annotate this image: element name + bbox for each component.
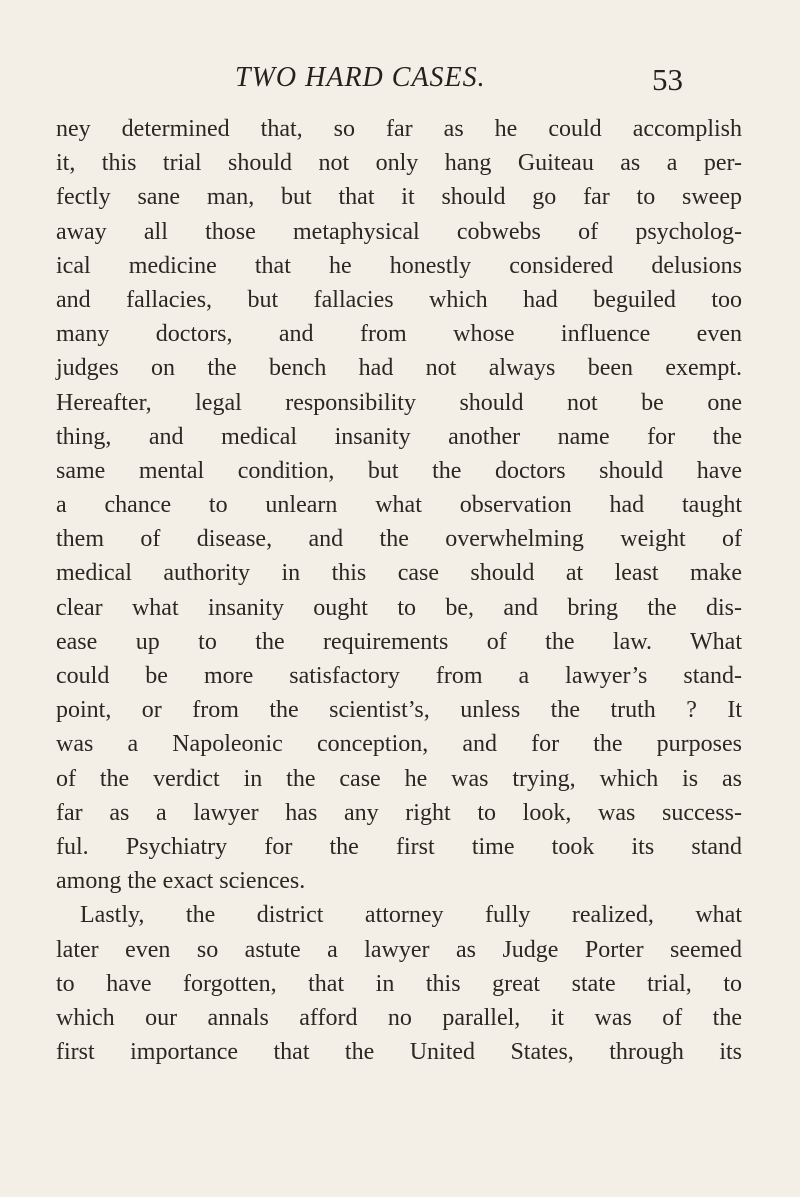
text-line: it, this trial should not only hang Guiteau as a per- [56, 150, 742, 177]
text-line: Lastly, the district attorney fully realized, what [80, 902, 742, 929]
text-line: them of disease, and the overwhelming weight of [56, 526, 742, 553]
text-line: later even so astute a lawyer as Judge Porter seemed [56, 936, 742, 963]
text-line: and fallacies, but fallacies which had beguiled too [56, 286, 742, 313]
text-line: a chance to unlearn what observation had taught [56, 492, 742, 519]
body-text [56, 112, 742, 1069]
running-title: TWO HARD CASES. [235, 62, 486, 93]
text-line: Hereafter, legal responsibility should not be one [56, 389, 742, 416]
text-line: ful. Psychiatry for the first time took its stand [56, 833, 742, 860]
text-line: judges on the bench had not always been exempt. [56, 355, 742, 382]
running-head [0, 62, 800, 102]
text-line: thing, and medical insanity another name for the [56, 423, 742, 450]
text-line: clear what insanity ought to be, and bring the dis- [56, 594, 742, 621]
text-line: was a Napoleonic conception, and for the purposes [56, 731, 742, 758]
text-line: ease up to the requirements of the law. What [56, 628, 742, 655]
page-number: 53 [652, 62, 683, 97]
text-line: away all those metaphysical cobwebs of psycholog- [56, 218, 742, 245]
text-line: many doctors, and from whose influence even [56, 321, 742, 348]
text-line: first importance that the United States, through its [56, 1039, 742, 1066]
text-line: of the verdict in the case he was trying, which is as [56, 765, 742, 792]
text-line: same mental condition, but the doctors should have [56, 457, 742, 484]
text-line: could be more satisfactory from a lawyer’s stand- [56, 663, 742, 689]
text-line: ical medicine that he honestly considered delusions [56, 252, 742, 279]
text-line: fectly sane man, but that it should go far to sweep [56, 184, 742, 211]
text-line: to have forgotten, that in this great state trial, to [56, 970, 742, 997]
text-line: far as a lawyer has any right to look, was success- [56, 799, 742, 826]
text-line: point, or from the scientist’s, unless the truth ? It [56, 697, 742, 724]
text-line: ney determined that, so far as he could accomplish [56, 116, 742, 142]
text-line: which our annals afford no parallel, it was of the [56, 1004, 742, 1031]
text-line: among the exact sciences. [56, 868, 306, 895]
text-line: medical authority in this case should at least make [56, 560, 742, 587]
